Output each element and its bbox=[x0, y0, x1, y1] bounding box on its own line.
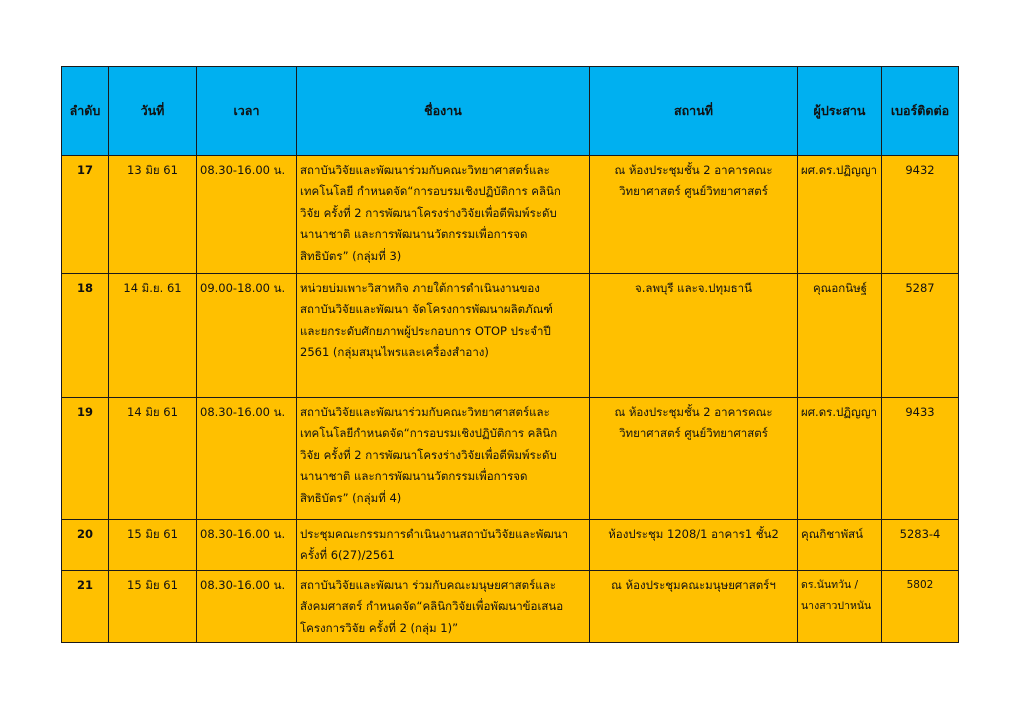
row-number: 21 bbox=[62, 571, 109, 643]
event-line: สังคมศาสตร์ กำหนดจัด“คลินิกวิจัยเพื่อพัฒนาข้อเสนอ bbox=[300, 599, 564, 614]
coordinator-line: ผศ.ดร.ปฏิญญา bbox=[801, 163, 878, 177]
event-line: สิทธิบัตร” (กลุ่มที่ 3) bbox=[300, 248, 402, 263]
row-coordinator bbox=[798, 571, 882, 643]
coordinator-line: ดร.นันทวัน / bbox=[801, 579, 859, 591]
event-line: เทคโนโลยี กำหนดจัด“การอบรมเชิงปฏิบัติการ คลินิก bbox=[300, 184, 561, 199]
table-row bbox=[62, 274, 959, 398]
row-date: 15 มิย 61 bbox=[109, 520, 197, 571]
row-coordinator bbox=[798, 398, 882, 520]
row-time: 08.30-16.00 น. bbox=[197, 520, 297, 571]
table-row bbox=[62, 398, 959, 520]
row-coordinator bbox=[798, 274, 882, 398]
event-line: วิจัย ครั้งที่ 2 การพัฒนาโครงร่างวิจัยเพื่อตีพิมพ์ระดับ bbox=[300, 447, 557, 462]
header-time: เวลา bbox=[197, 67, 297, 156]
place-line: ณ ห้องประชุมคณะมนุษยศาสตร์ฯ bbox=[611, 578, 776, 592]
row-phone: 5283-4 bbox=[882, 520, 959, 571]
header-phone: เบอร์ติดต่อ bbox=[882, 67, 959, 156]
row-number: 20 bbox=[62, 520, 109, 571]
row-time: 08.30-16.00 น. bbox=[197, 571, 297, 643]
table-row bbox=[62, 520, 959, 571]
row-phone: 5287 bbox=[882, 274, 959, 398]
event-line: เทคโนโลยีกำหนดจัด“การอบรมเชิงปฏิบัติการ คลินิก bbox=[300, 426, 558, 441]
row-place bbox=[590, 398, 798, 520]
event-line: สถาบันวิจัยและพัฒนา ร่วมกับคณะมนุษยศาสตร์และ bbox=[300, 578, 556, 592]
row-event bbox=[297, 571, 590, 643]
row-time: 08.30-16.00 น. bbox=[197, 156, 297, 274]
row-place bbox=[590, 520, 798, 571]
event-line: นานาชาติ และการพัฒนานวัตกรรมเพื่อการจด bbox=[300, 469, 528, 484]
coordinator-line: นางสาวปาหนัน bbox=[801, 600, 872, 613]
event-line: ประชุมคณะกรรมการดำเนินงานสถาบันวิจัยและพัฒนา bbox=[300, 527, 569, 541]
row-event bbox=[297, 520, 590, 571]
event-line: สิทธิบัตร” (กลุ่มที่ 4) bbox=[300, 490, 402, 505]
row-phone: 9432 bbox=[882, 156, 959, 274]
place-line: ณ ห้องประชุมชั้น 2 อาคารคณะ bbox=[614, 163, 773, 177]
row-coordinator bbox=[798, 156, 882, 274]
header-row bbox=[62, 67, 959, 156]
place-line: ณ ห้องประชุมชั้น 2 อาคารคณะ bbox=[614, 405, 773, 419]
table-row bbox=[62, 571, 959, 643]
header-place: สถานที่ bbox=[590, 67, 798, 156]
event-line: สถาบันวิจัยและพัฒนาร่วมกับคณะวิทยาศาสตร์และ bbox=[300, 163, 550, 177]
row-date: 15 มิย 61 bbox=[109, 571, 197, 643]
event-line: 2561 (กลุ่มสมุนไพรและเครื่องสำอาง) bbox=[300, 345, 489, 360]
place-line: ห้องประชุม 1208/1 อาคาร1 ชั้น2 bbox=[608, 527, 779, 541]
row-date: 14 มิ.ย. 61 bbox=[109, 274, 197, 398]
row-date: 14 มิย 61 bbox=[109, 398, 197, 520]
header-date: วันที่ bbox=[109, 67, 197, 156]
row-place bbox=[590, 156, 798, 274]
event-line: ครั้งที่ 6(27)/2561 bbox=[300, 548, 395, 563]
event-line: หน่วยบ่มเพาะวิสาหกิจ ภายใต้การดำเนินงานของ bbox=[300, 281, 540, 295]
place-line: จ.ลพบุรี และจ.ปทุมธานี bbox=[635, 281, 752, 295]
row-phone: 9433 bbox=[882, 398, 959, 520]
event-line: วิจัย ครั้งที่ 2 การพัฒนาโครงร่างวิจัยเพื่อตีพิมพ์ระดับ bbox=[300, 205, 557, 220]
schedule-table bbox=[61, 66, 959, 643]
coordinator-line: คุณกิชาพัสน์ bbox=[801, 527, 864, 541]
row-coordinator bbox=[798, 520, 882, 571]
row-time: 09.00-18.00 น. bbox=[197, 274, 297, 398]
header-no: ลำดับ bbox=[62, 67, 109, 156]
row-date: 13 มิย 61 bbox=[109, 156, 197, 274]
row-event bbox=[297, 156, 590, 274]
row-number: 18 bbox=[62, 274, 109, 398]
header-coordinator: ผู้ประสาน bbox=[798, 67, 882, 156]
coordinator-line: ผศ.ดร.ปฏิญญา bbox=[801, 405, 878, 419]
row-number: 19 bbox=[62, 398, 109, 520]
row-event bbox=[297, 398, 590, 520]
event-line: โครงการวิจัย ครั้งที่ 2 (กลุ่ม 1)” bbox=[300, 620, 459, 635]
event-line: สถาบันวิจัยและพัฒนาร่วมกับคณะวิทยาศาสตร์และ bbox=[300, 405, 550, 419]
row-phone: 5802 bbox=[882, 571, 959, 643]
row-time: 08.30-16.00 น. bbox=[197, 398, 297, 520]
row-place bbox=[590, 274, 798, 398]
event-line: นานาชาติ และการพัฒนานวัตกรรมเพื่อการจด bbox=[300, 227, 528, 242]
place-line: วิทยาศาสตร์ ศูนย์วิทยาศาสตร์ bbox=[619, 426, 768, 441]
row-event bbox=[297, 274, 590, 398]
coordinator-line: คุณอกนิษฐ์ bbox=[812, 281, 868, 295]
row-number: 17 bbox=[62, 156, 109, 274]
event-line: สถาบันวิจัยและพัฒนา จัดโครงการพัฒนาผลิตภัณฑ์ bbox=[300, 302, 553, 317]
table-row bbox=[62, 156, 959, 274]
header-event: ชื่องาน bbox=[297, 67, 590, 156]
place-line: วิทยาศาสตร์ ศูนย์วิทยาศาสตร์ bbox=[619, 184, 768, 199]
row-place bbox=[590, 571, 798, 643]
event-line: และยกระดับศักยภาพผู้ประกอบการ OTOP ประจำปี bbox=[300, 323, 551, 338]
